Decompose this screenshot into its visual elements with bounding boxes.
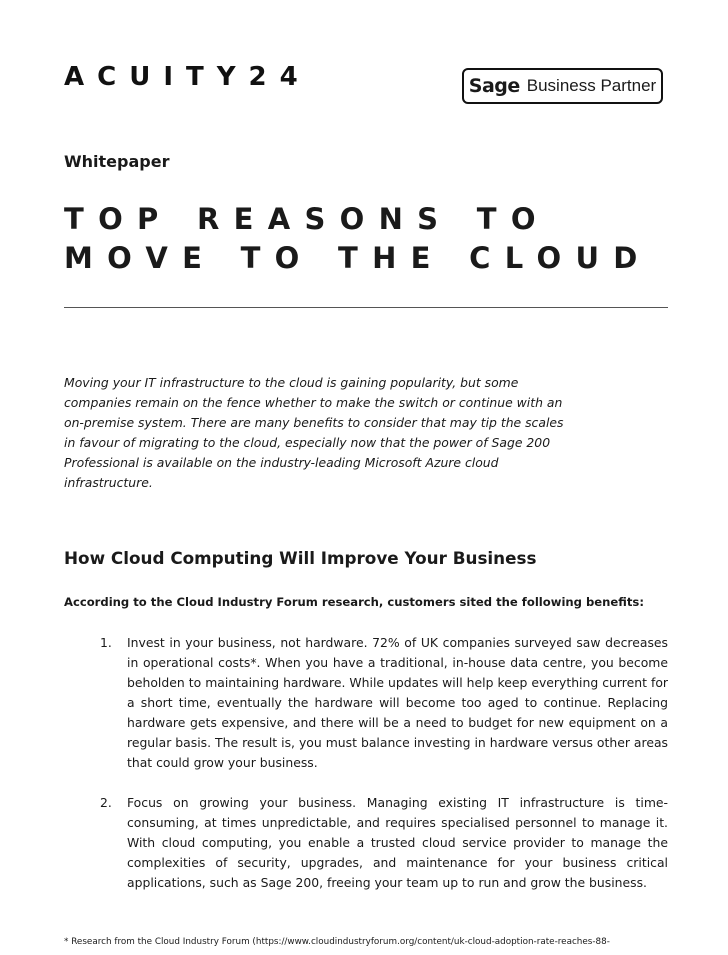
acuity24-logo: ACUITY24 — [64, 62, 311, 92]
benefit-item-2 — [100, 793, 668, 893]
benefit-item-1 — [100, 633, 668, 773]
benefit-text: Invest in your business, not hardware. 72% of UK companies surveyed saw decreases in operational costs*. When you have a traditional, in-house data centre, you become beholden to maintaining hardware. While updates will help keep everything current for a short time, eventually the hardware will become too aged to continue. Replacing hardware gets expensive, and there will be a need to budget for new equipment on a regular basis. The result is, you must balance investing in hardware versus other areas that could grow your business. — [127, 635, 668, 770]
section-heading: How Cloud Computing Will Improve Your Business — [64, 548, 537, 568]
benefit-text: Focus on growing your business. Managing existing IT infrastructure is time-consuming, at times unpredictable, and requires specialised personnel to manage it. With cloud computing, you enable a trusted cloud service provider to manage the complexities of security, upgrades, and maintenance for your business critical applications, such as Sage 200, freeing your team up to run and grow the business. — [127, 795, 668, 890]
title-divider — [64, 307, 668, 308]
document-type-label: Whitepaper — [64, 152, 170, 171]
partner-label: Business Partner — [526, 76, 657, 95]
sage-logo: Sage — [468, 75, 520, 97]
benefit-number: 2. — [100, 795, 112, 810]
sage-business-partner-badge — [462, 68, 663, 104]
benefit-number: 1. — [100, 635, 112, 650]
intro-paragraph: Moving your IT infrastructure to the cloud is gaining popularity, but some companies remain on the fence whether to make the switch or continue with an on-premise system. There are many benefits to consider that may tip the scales in favour of migrating to the cloud, especially now that the power of Sage 200 Professional is available on the industry-leading Microsoft Azure cloud infrastructure. — [64, 375, 564, 490]
section-lead: According to the Cloud Industry Forum research, customers sited the following benefits: — [64, 595, 644, 609]
footnote: * Research from the Cloud Industry Forum (https://www.cloudindustryforum.org/content/uk-cloud-adoption-rate-reaches-88- — [64, 937, 610, 947]
page-title: TOP REASONS TO MOVE TO THE CLOUD — [64, 202, 652, 275]
